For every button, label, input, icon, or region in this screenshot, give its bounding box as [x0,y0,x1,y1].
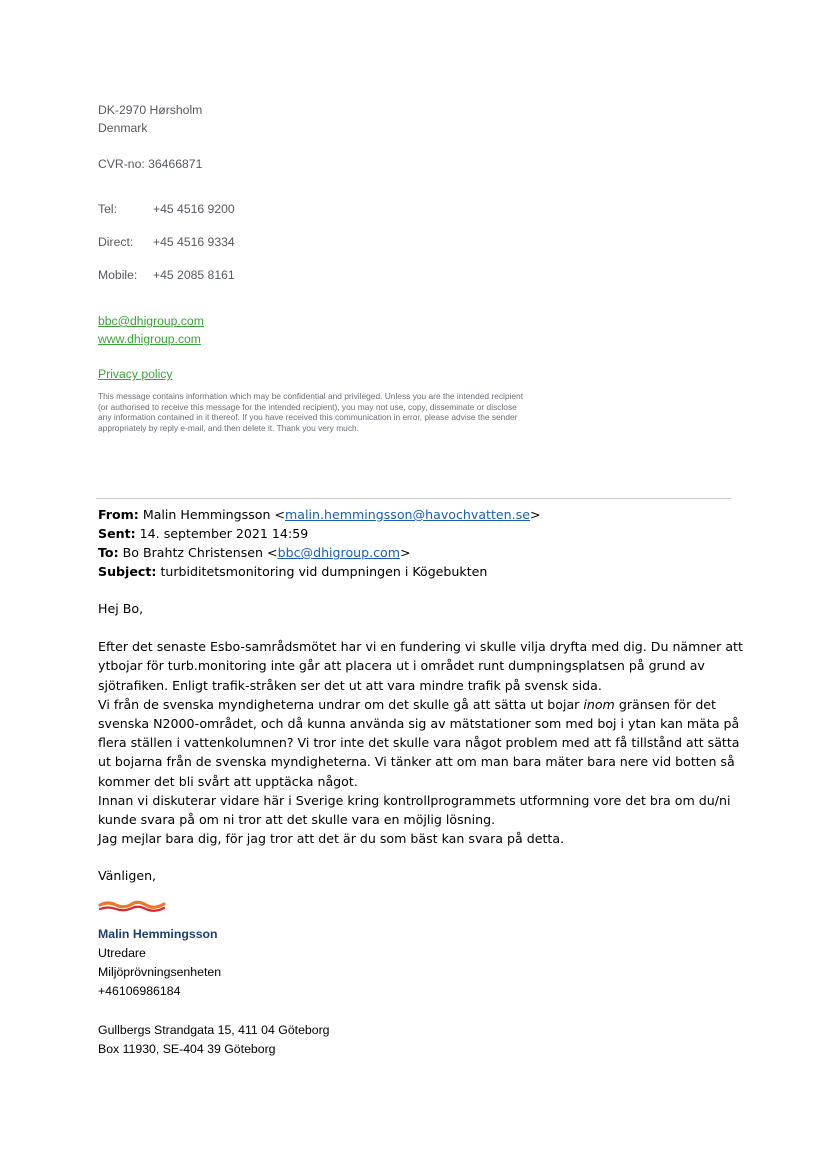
from-close: > [529,507,541,522]
direct-row [98,233,738,251]
body-line: ut bojarna från de svenska myndigheterna. Vi tänker att om man bara mäter bara nere vid botten så [98,754,735,770]
closing: Vänligen, [98,868,157,884]
direct-value: +45 4516 9334 [153,235,235,249]
from-name: Malin Hemmingsson < [142,507,286,522]
disclaimer-line: appropriately by reply e-mail, and then delete it. Thank you very much. [98,422,360,433]
mobile-row [98,266,738,284]
body-line: Jag mejlar bara dig, för jag tror att det är du som bäst kan svara på detta. [98,831,565,847]
tel-label: Tel: [98,202,117,216]
sent-line [98,524,738,543]
body-line: Efter det senaste Esbo-samrådsmötet har vi en fundering vi skulle vilja dryfta med dig. Du nämner att [98,639,743,655]
subject-line [98,562,738,581]
to-label: To: [98,545,119,560]
sender-address-2: Box 11930, SE-404 39 Göteborg [98,1042,276,1056]
email-link[interactable]: bbc@dhigroup.com [98,314,204,328]
message-divider [96,498,731,499]
confidentiality-disclaimer [98,391,598,433]
mobile-value: +45 2085 8161 [153,268,235,282]
body-line: flera ställen i vattenkolumnen? Vi tror inte det skulle vara något problem med att få tillstånd att sätta [98,735,740,751]
sent-value: 14. september 2021 14:59 [139,526,309,541]
body-line: sjötrafiken. Enligt trafik-stråken ser det ut att vara mindre trafik på svensk sida. [98,677,602,693]
direct-label: Direct: [98,235,134,249]
greeting: Hej Bo, [98,601,144,616]
email-message [98,505,743,885]
address-line: DK-2970 Hørsholm [98,103,203,117]
sender-department: Miljöprövningsenheten [98,965,222,979]
to-line [98,543,738,562]
subject-label: Subject: [98,564,157,579]
sender-title: Utredare [98,946,146,960]
agency-logo-icon [98,897,168,913]
sender-address-1: Gullbergs Strandgata 15, 411 04 Göteborg [98,1023,330,1037]
from-line [98,505,738,524]
subject-value: turbiditetsmonitoring vid dumpningen i Kögebukten [160,564,488,579]
forwarded-signature [98,101,738,433]
disclaimer-line: (or authorised to receive this message for the intended recipient), you may not use, copy, disseminate or disclose [98,401,517,412]
body-line: kunde svara på om ni tror att det skulle vara en möjlig lösning. [98,811,496,827]
sender-name: Malin Hemmingsson [98,927,218,941]
from-label: From: [98,507,139,522]
country-line: Denmark [98,121,148,135]
from-email-link[interactable]: malin.hemmingsson@havochvatten.se [285,507,530,522]
disclaimer-line: any information contained in it thereof. If you have received this communication in error, please advise the sender [98,412,518,423]
cvr-number: CVR-no: 36466871 [98,157,203,171]
body-line: svenska N2000-området, och då kunna använda sig av mätstationer som med boj i ytan kan mäta på [98,715,740,731]
tel-value: +45 4516 9200 [153,202,235,216]
body-line: ytbojar för turb.monitoring inte går att placera ut i området runt dumpningsplatsen på grund av [98,658,705,674]
tel-row [98,200,738,218]
disclaimer-line: This message contains information which may be confidential and privileged. Unless you are the intended recipient [98,391,524,401]
body-line [98,695,738,714]
mobile-label: Mobile: [98,268,138,282]
body-line: kommer det bli svårt att upptäcka något. [98,773,358,789]
to-email-link[interactable]: bbc@dhigroup.com [277,545,401,560]
website-link[interactable]: www.dhigroup.com [98,332,201,346]
privacy-policy-link[interactable]: Privacy policy [98,367,173,381]
to-name: Bo Brahtz Christensen < [122,545,278,560]
emphasis-text: inom [583,696,615,712]
to-close: > [400,545,411,560]
body-text: Vi från de svenska myndigheterna undrar om det skulle gå att sätta ut bojar [98,696,584,712]
sender-phone: +46106986184 [98,984,181,998]
body-text: gränsen för det [614,696,716,712]
sender-signature [98,925,330,1059]
sent-label: Sent: [98,526,136,541]
body-line: Innan vi diskuterar vidare här i Sverige kring kontrollprogrammets utformning vore det bra om du/ni [98,792,731,808]
